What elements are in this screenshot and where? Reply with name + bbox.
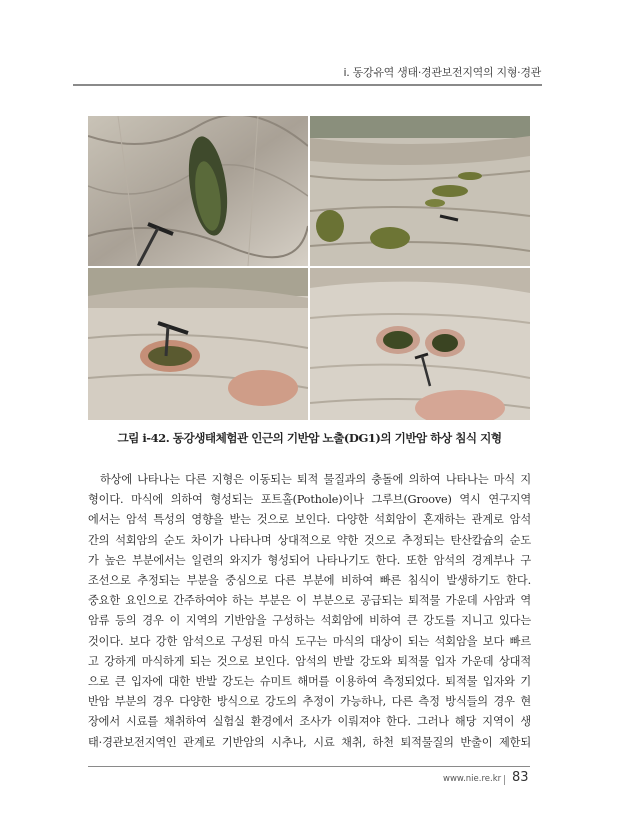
footer-rule: [88, 766, 530, 767]
body-line: 것이다. 보다 강한 암석으로 구성된 마식 도구는 마식의 대상이 되는 석회암을 보다 빠르: [88, 634, 531, 648]
body-line: 하상에 나타나는 다른 지형은 이동되는 퇴적 물질과의 충돌에 의하여 나타나는 마식 지: [100, 473, 531, 486]
footer-url: www.nie.re.kr: [443, 774, 502, 784]
body-line: 간의 석회암의 순도 차이가 나타나며 상대적으로 약한 것으로 추정되는 탄산칼슘의 순도: [88, 533, 531, 547]
body-paragraph: [88, 470, 531, 753]
pothole-elongated-rock-photo: [88, 116, 308, 266]
footer-separator: [504, 775, 505, 785]
twin-potholes-hammer-photo: [310, 268, 530, 420]
body-line: 반암 부분의 경우 다양한 방식으로 강도의 추정이 가능하나, 다른 측정 방식들의 경우 현: [88, 695, 531, 709]
page-number: 83: [512, 770, 529, 785]
body-line: 암류 등의 경우 이 지역의 기반암을 구성하는 석회암에 비하여 큰 강도를 지니고 있다는: [88, 614, 531, 628]
running-header-title: i. 동강유역 생태·경관보전지역의 지형·경관: [343, 66, 541, 79]
body-line: 으로 큰 입자에 대한 반발 강도는 슈미트 해머를 이용하여 측정되었다. 퇴적물 입자와 기: [88, 675, 531, 689]
figure-caption: 그림 i-42. 동강생태체험관 인근의 기반암 노출(DG1)의 기반암 하상 침식 지형: [117, 431, 502, 445]
body-line: 가 높은 부분에서는 일련의 와지가 형성되어 나타나기도 한다. 또한 암석의 경계부나 구: [88, 553, 531, 567]
body-line: 태·경관보전지역인 관계로 기반암의 시추나, 시료 채취, 하천 퇴적물질의 반출이 제한되: [88, 735, 531, 749]
body-line: 장에서 시료를 채취하여 실험실 환경에서 조사가 이뤄져야 한다. 그러나 해당 지역이 생: [88, 715, 531, 729]
body-line: 고 강하게 마식하게 되는 것으로 보인다. 암석의 반발 강도와 퇴적물 입자 가운데 상대적: [88, 654, 531, 668]
potholes-river-surface-photo: [310, 116, 530, 266]
pothole-hammer-scale-photo: [88, 268, 308, 420]
body-line: 형이다. 마식에 의하여 형성되는 포트홀(Pothole)이나 그루브(Groove) 역시 연구지역: [88, 493, 531, 507]
header-rule: [73, 84, 542, 86]
body-line: 중요한 요인으로 간주하여야 하는 부분은 이 부분으로 공급되는 퇴적물 가운데 사암과 역: [88, 594, 531, 608]
figure-photo-grid: [88, 116, 530, 420]
body-line: 에서는 암석 특성의 영향을 받는 것으로 보인다. 다양한 석회암이 혼재하는 관계로 암석: [88, 513, 531, 527]
body-line: 조선으로 추정되는 부분을 중심으로 다른 부분에 비하여 빠른 침식이 발생하기도 한다.: [88, 574, 531, 588]
